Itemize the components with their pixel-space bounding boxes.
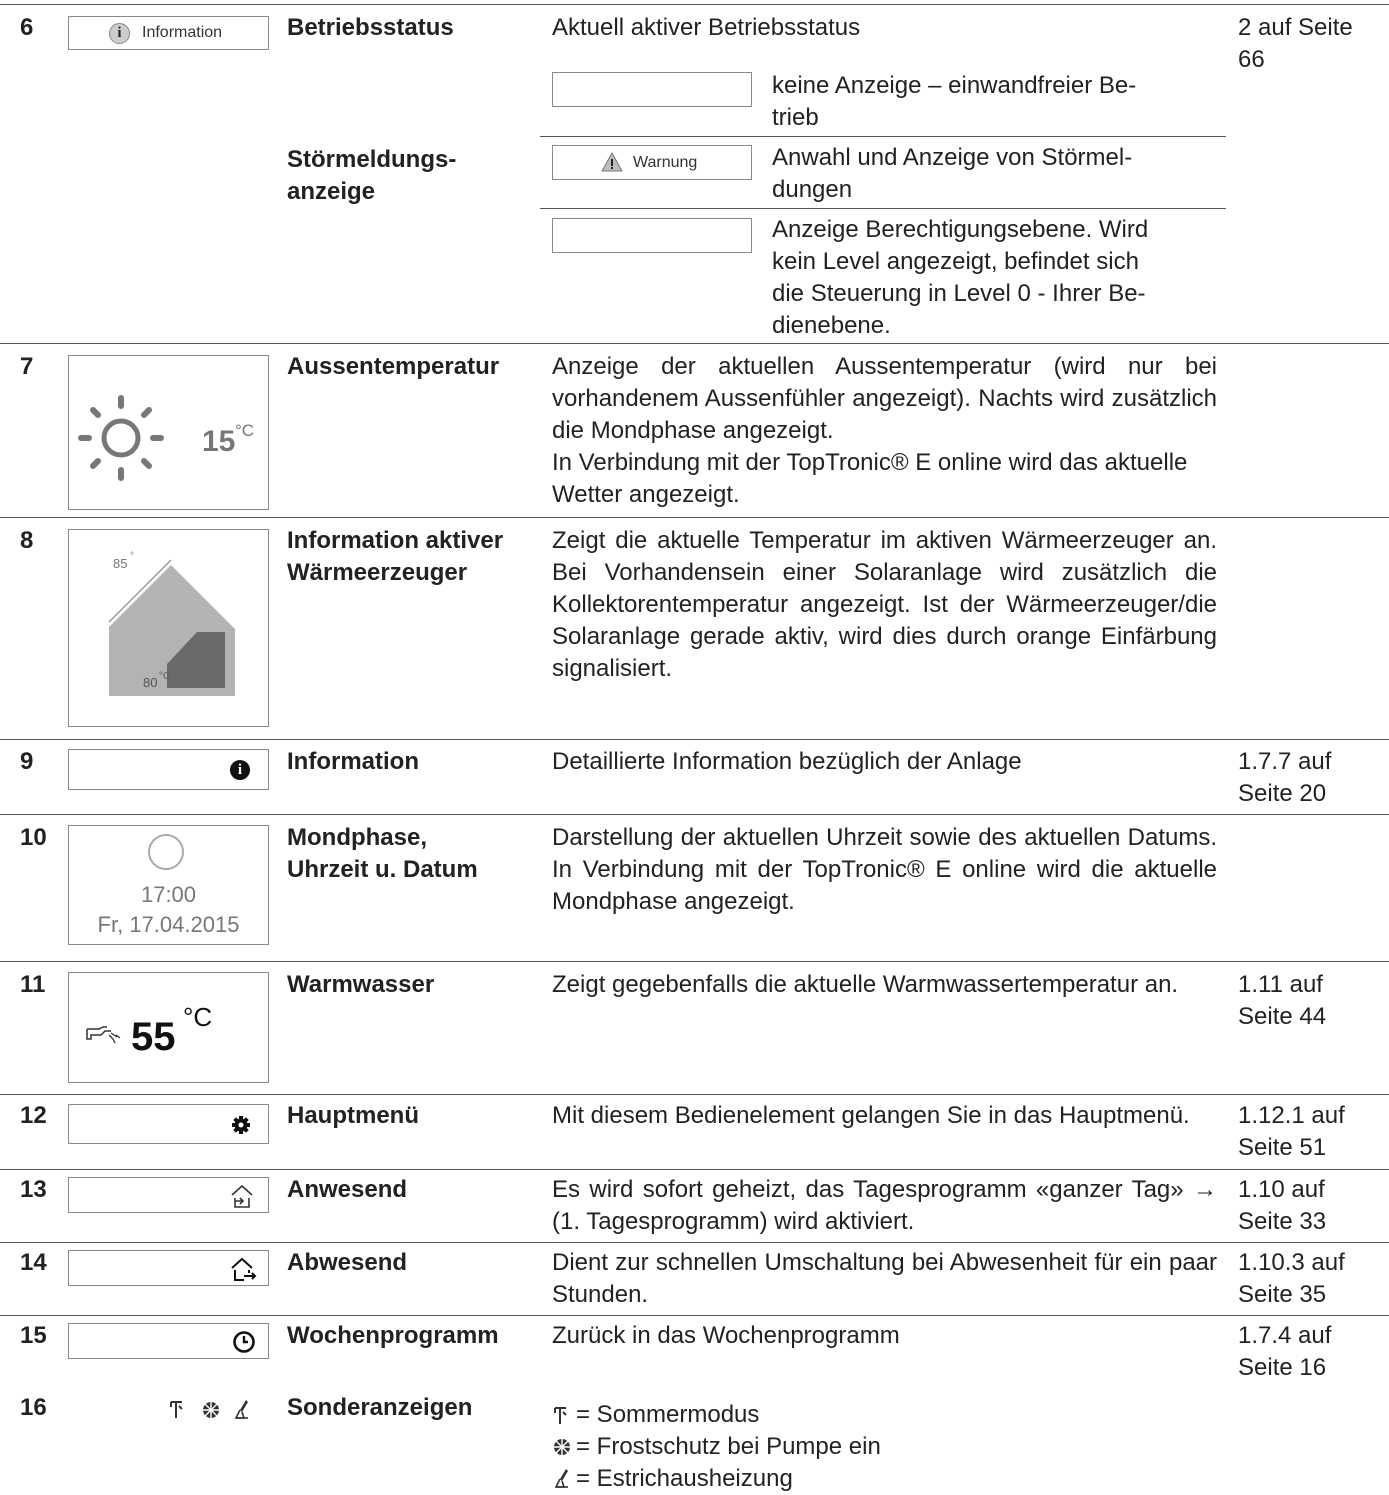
present-button[interactable] bbox=[68, 1177, 269, 1213]
row-number: 9 bbox=[20, 748, 34, 775]
clock-icon bbox=[232, 1330, 256, 1354]
sub-description: Anzeige Berechtigungsebene. Wird kein Level angezeigt, befindet sich die Steuerung in Level 0 - Ihrer Be- dienebene. bbox=[772, 216, 1149, 339]
row-description: Aktuell aktiver Betriebsstatus bbox=[552, 14, 861, 41]
legend-list bbox=[552, 1399, 1217, 1495]
sun-icon bbox=[75, 392, 167, 484]
page-reference: 1.12.1 auf Seite 51 bbox=[1238, 1102, 1345, 1161]
page-reference: 1.11 auf Seite 44 bbox=[1238, 971, 1327, 1030]
row-title: Information aktiver Wärmeerzeuger bbox=[287, 527, 504, 586]
info-icon: i bbox=[230, 760, 250, 780]
information-label: Information bbox=[142, 24, 223, 41]
table-row bbox=[0, 1242, 1389, 1243]
hot-water-widget[interactable] bbox=[68, 972, 269, 1083]
row-title: Information bbox=[287, 748, 419, 775]
boiler-temperature-unit: °C bbox=[159, 671, 171, 682]
table-row bbox=[0, 517, 1389, 518]
row-description: Mit diesem Bedienelement gelangen Sie in das Hauptmenü. bbox=[552, 1102, 1190, 1129]
row-number: 11 bbox=[20, 971, 46, 998]
table-row bbox=[0, 1315, 1389, 1316]
row-description: Darstellung der aktuellen Uhrzeit sowie des aktuellen Datums. In Verbindung mit der TopTronic® E online wird die aktuelle Mondphase angezeigt. bbox=[552, 824, 1217, 915]
row-title: Sonderanzeigen bbox=[287, 1394, 473, 1421]
table-row bbox=[0, 961, 1389, 962]
page-reference: 2 auf Seite 66 bbox=[1238, 14, 1353, 73]
sub-description: Anwahl und Anzeige von Störmel- dungen bbox=[772, 144, 1133, 203]
summer-mode-icon bbox=[168, 1398, 186, 1420]
row-number: 7 bbox=[20, 353, 34, 380]
gear-icon bbox=[232, 1116, 250, 1134]
sub-title: Störmeldungs- anzeige bbox=[287, 146, 457, 205]
row-description: Anzeige der aktuellen Aussentemperatur (wird nur bei vorhandenem Aussenfühler angezeigt). Nachts wird zusätzlich die Mondphase angezeigt. bbox=[552, 353, 1217, 444]
information-button[interactable] bbox=[68, 16, 269, 50]
outdoor-temperature-unit: °C bbox=[235, 421, 255, 440]
row-number: 16 bbox=[20, 1394, 47, 1421]
moon-phase-icon bbox=[148, 834, 184, 870]
row-number: 6 bbox=[20, 14, 34, 41]
table-row bbox=[0, 1169, 1389, 1170]
clock-time: 17:00 bbox=[140, 882, 197, 907]
status-empty-field bbox=[552, 72, 752, 107]
divider bbox=[540, 136, 1226, 137]
access-level-field bbox=[552, 218, 752, 253]
page-reference: 1.7.4 auf Seite 16 bbox=[1238, 1322, 1332, 1381]
legend-item bbox=[552, 1431, 1217, 1463]
warning-icon bbox=[601, 152, 623, 172]
row-title: Aussentemperatur bbox=[287, 353, 500, 380]
heat-generator-widget[interactable] bbox=[68, 529, 269, 727]
boiler-temperature-value: 80 bbox=[143, 675, 158, 690]
row-title: Mondphase, Uhrzeit u. Datum bbox=[287, 824, 478, 883]
water-tap-icon bbox=[85, 1025, 123, 1047]
outdoor-temperature-value: 15 bbox=[202, 425, 236, 458]
hot-water-temperature-value: 55 bbox=[131, 1015, 176, 1059]
row-title: Wochenprogramm bbox=[287, 1322, 499, 1349]
row-title: Anwesend bbox=[287, 1176, 408, 1203]
absent-button[interactable] bbox=[68, 1250, 269, 1286]
table-row bbox=[0, 739, 1389, 740]
outdoor-temperature-widget[interactable] bbox=[68, 355, 269, 510]
row-number: 12 bbox=[20, 1102, 47, 1129]
row-description: Zeigt gegebenfalls die aktuelle Warmwassertemperatur an. bbox=[552, 971, 1179, 998]
row-number: 10 bbox=[20, 824, 47, 851]
main-menu-button[interactable] bbox=[68, 1104, 269, 1144]
table-row bbox=[0, 343, 1389, 344]
table-row bbox=[0, 1094, 1389, 1095]
page-reference: 1.7.7 auf Seite 20 bbox=[1238, 748, 1332, 807]
legend-text: = Estrichausheizung bbox=[576, 1465, 793, 1492]
information-detail-button[interactable] bbox=[68, 749, 269, 790]
info-icon: i bbox=[109, 23, 130, 44]
frost-protection-icon bbox=[201, 1400, 221, 1420]
collector-temperature-value: 85 bbox=[113, 556, 128, 571]
row-title: Hauptmenü bbox=[287, 1102, 419, 1129]
calendar-date: Fr, 17.04.2015 bbox=[97, 912, 240, 937]
sub-description: keine Anzeige – einwandfreier Be- trieb bbox=[772, 72, 1137, 131]
row-number: 15 bbox=[20, 1322, 47, 1349]
row-description: Zurück in das Wochenprogramm bbox=[552, 1322, 900, 1349]
row-title: Betriebsstatus bbox=[287, 14, 454, 41]
screed-heating-icon bbox=[234, 1398, 252, 1420]
summer-mode-icon bbox=[552, 1404, 578, 1426]
special-indicators bbox=[168, 1398, 258, 1422]
table-row bbox=[0, 814, 1389, 815]
row-description: Es wird sofort geheizt, das Tagesprogramm «ganzer Tag» → (1. Tagesprogramm) wird aktiviert. bbox=[552, 1176, 1217, 1235]
warning-button[interactable] bbox=[552, 145, 752, 180]
row-description: Detaillierte Information bezüglich der Anlage bbox=[552, 748, 1022, 775]
legend-text: = Frostschutz bei Pumpe ein bbox=[576, 1433, 881, 1460]
collector-temperature-unit: ° bbox=[130, 551, 134, 562]
row-number: 8 bbox=[20, 527, 34, 554]
page-reference: 1.10.3 auf Seite 35 bbox=[1238, 1249, 1345, 1308]
row-number: 13 bbox=[20, 1176, 47, 1203]
row-title: Warmwasser bbox=[287, 971, 435, 998]
warning-label: Warnung bbox=[633, 154, 698, 171]
legend-text: = Sommermodus bbox=[576, 1401, 760, 1428]
house-arrow-out-icon bbox=[229, 1256, 257, 1282]
row-title: Abwesend bbox=[287, 1249, 408, 1276]
legend-item bbox=[552, 1463, 1217, 1495]
legend-item bbox=[552, 1399, 1217, 1431]
frost-protection-icon bbox=[552, 1437, 578, 1457]
house-arrow-in-icon bbox=[229, 1183, 255, 1209]
weekly-program-button[interactable] bbox=[68, 1323, 269, 1359]
hot-water-temperature-unit: °C bbox=[183, 1002, 213, 1032]
divider bbox=[540, 208, 1226, 209]
row-number: 14 bbox=[20, 1249, 47, 1276]
row-description: Zeigt die aktuelle Temperatur im aktiven Wärmeerzeuger an. Bei Vorhandensein einer Solaranlage wird zusätzlich die Kollektorentemperatur angezeigt. Ist der Wärmeerzeuger/die Solaranlage gerade aktiv, wird dies durch orange Einfärbung signalisiert. bbox=[552, 527, 1217, 682]
row-description-2: In Verbindung mit der TopTronic® E online wird das aktuelle Wetter angezeigt. bbox=[552, 449, 1188, 508]
date-time-widget[interactable] bbox=[68, 825, 269, 945]
table-row bbox=[0, 4, 1389, 5]
page-reference: 1.10 auf Seite 33 bbox=[1238, 1176, 1327, 1235]
row-description: Dient zur schnellen Umschaltung bei Abwesenheit für ein paar Stunden. bbox=[552, 1249, 1217, 1308]
